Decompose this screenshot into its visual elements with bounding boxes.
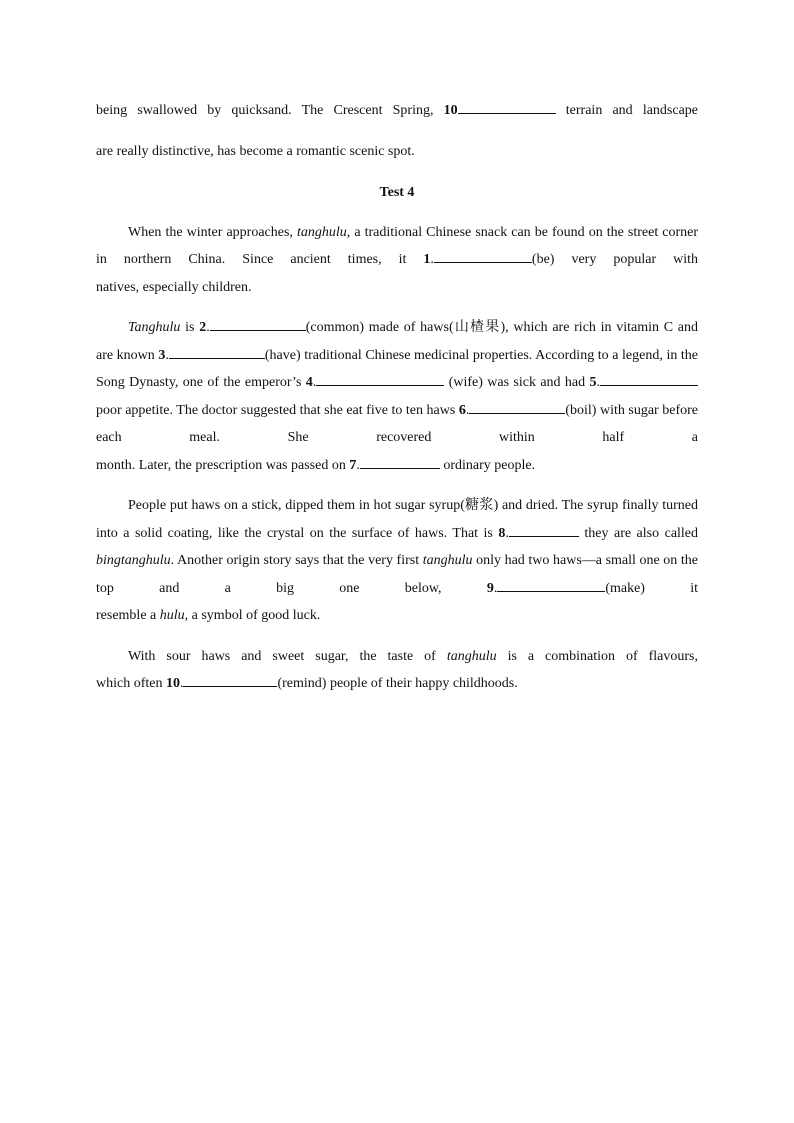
text: (be) very popular with bbox=[531, 252, 698, 267]
prev-line1-text: being swallowed by quicksand. The Crescent Spring, bbox=[96, 103, 434, 118]
prev-line2-text: are really distinctive, has become a romantic scenic spot. bbox=[96, 143, 415, 159]
italic-term: Tanghulu bbox=[128, 320, 181, 335]
previous-passage-line2 bbox=[96, 138, 698, 166]
question-number-6: 6 bbox=[458, 402, 466, 418]
paragraph-2: Tanghulu is 2. (common) made of haws(山楂果), which are rich in vitamin C and are known 3. (have) traditional Chinese medicinal properties. According to a legend, in the Song Dynasty, one of the emperor’s 4. (wife) was sick and had 5. poor appetite. The doctor suggested that she eat five to ten haws 6. (boil) with sugar before each meal. She recovered within half a bbox=[96, 320, 699, 445]
question-number-5: 5 bbox=[589, 375, 597, 390]
answer-blank-8[interactable] bbox=[509, 524, 579, 537]
text: . Another origin story says that the very first bbox=[170, 553, 420, 568]
question-number-1: 1 bbox=[423, 252, 431, 267]
text: (have) traditional Chinese medicinal properties. According to a legend, in the Song Dynasty, one of the emperor’s bbox=[96, 347, 699, 390]
answer-blank-4[interactable] bbox=[316, 373, 444, 386]
answer-blank-7[interactable] bbox=[360, 456, 440, 469]
text: resemble a bbox=[96, 608, 157, 623]
paragraph-3-end bbox=[96, 602, 698, 630]
text: is a combination of flavours, bbox=[507, 648, 699, 664]
answer-blank-10[interactable] bbox=[183, 674, 277, 687]
text: only had two haws—a small one on the top and a big one below, bbox=[96, 553, 699, 596]
italic-term: hulu bbox=[159, 608, 185, 623]
paragraph-4 bbox=[96, 643, 698, 671]
text: When the winter approaches, bbox=[128, 224, 293, 240]
paragraph-1: When the winter approaches, tanghulu, a traditional Chinese snack can be found on the street corner in northern China. Since ancient times, it 1. (be) very popular with bbox=[96, 224, 699, 267]
text: , a symbol of good luck. bbox=[184, 608, 321, 623]
question-number-9: 9 bbox=[486, 580, 494, 596]
italic-term: tanghulu bbox=[296, 224, 347, 240]
document-content bbox=[96, 97, 698, 711]
question-number-8: 8 bbox=[498, 525, 506, 541]
text: natives, especially children. bbox=[96, 279, 252, 295]
text: People put haws on a stick, dipped them in hot sugar syrup(糖浆) and dried. The syrup finally turned into a solid coating, like the crystal on the surface of haws. That is bbox=[96, 498, 698, 541]
answer-blank-9[interactable] bbox=[497, 579, 605, 592]
prev-line1-text-b: terrain and landscape bbox=[565, 103, 699, 118]
question-number-10: 10 bbox=[443, 103, 458, 118]
italic-term: bingtanghulu bbox=[96, 553, 171, 568]
question-number-7: 7 bbox=[349, 457, 357, 473]
question-number-3: 3 bbox=[158, 347, 166, 363]
italic-term: tanghulu bbox=[422, 553, 473, 568]
answer-blank-6[interactable] bbox=[469, 401, 565, 414]
text: ordinary people. bbox=[443, 457, 536, 473]
paragraph-3: People put haws on a stick, dipped them in hot sugar syrup(糖浆) and dried. The syrup finally turned into a solid coating, like the crystal on the surface of haws. That is 8. they are also called bingtanghulu. Another origin story says that the very first tanghulu only had two haws—a small one on the top and a big one below, 9. (make) it bbox=[96, 498, 699, 596]
text: , a traditional Chinese snack can be found on the street corner in northern China. Since ancient times, it bbox=[96, 224, 699, 267]
text: (wife) was sick and had bbox=[448, 375, 586, 390]
paragraph-4-end: which often 10. (remind) people of their happy childhoods. bbox=[96, 676, 518, 691]
text: (common) made of haws(山楂果), which are rich in vitamin C and are known bbox=[96, 320, 699, 363]
answer-blank-3[interactable] bbox=[169, 346, 265, 359]
test-title: Test 4 bbox=[379, 185, 415, 200]
text: is bbox=[185, 320, 195, 335]
text: poor appetite. The doctor suggested that she eat five to ten haws bbox=[96, 402, 456, 418]
italic-term: tanghulu bbox=[446, 648, 497, 664]
text: (make) it bbox=[605, 580, 698, 596]
text: (remind) people of their happy childhoods. bbox=[277, 676, 518, 691]
text: they are also called bbox=[584, 525, 699, 541]
text: month. Later, the prescription was passed on bbox=[96, 457, 346, 473]
text: With sour haws and sweet sugar, the taste of bbox=[128, 648, 436, 664]
paragraph-1-end bbox=[96, 274, 698, 302]
text: which often bbox=[96, 676, 163, 691]
answer-blank-5[interactable] bbox=[600, 373, 698, 386]
question-number-10: 10 bbox=[165, 676, 180, 691]
answer-blank-1[interactable] bbox=[434, 250, 532, 263]
question-number-4: 4 bbox=[305, 375, 313, 390]
previous-passage-ending bbox=[96, 97, 698, 125]
question-number-2: 2 bbox=[199, 320, 207, 335]
text: (boil) with sugar before each meal. She recovered within half a bbox=[96, 402, 699, 445]
answer-blank-2[interactable] bbox=[210, 318, 306, 331]
answer-blank-prev-10[interactable] bbox=[458, 101, 556, 114]
paragraph-2-end: month. Later, the prescription was passed on 7. ordinary people. bbox=[96, 457, 536, 473]
